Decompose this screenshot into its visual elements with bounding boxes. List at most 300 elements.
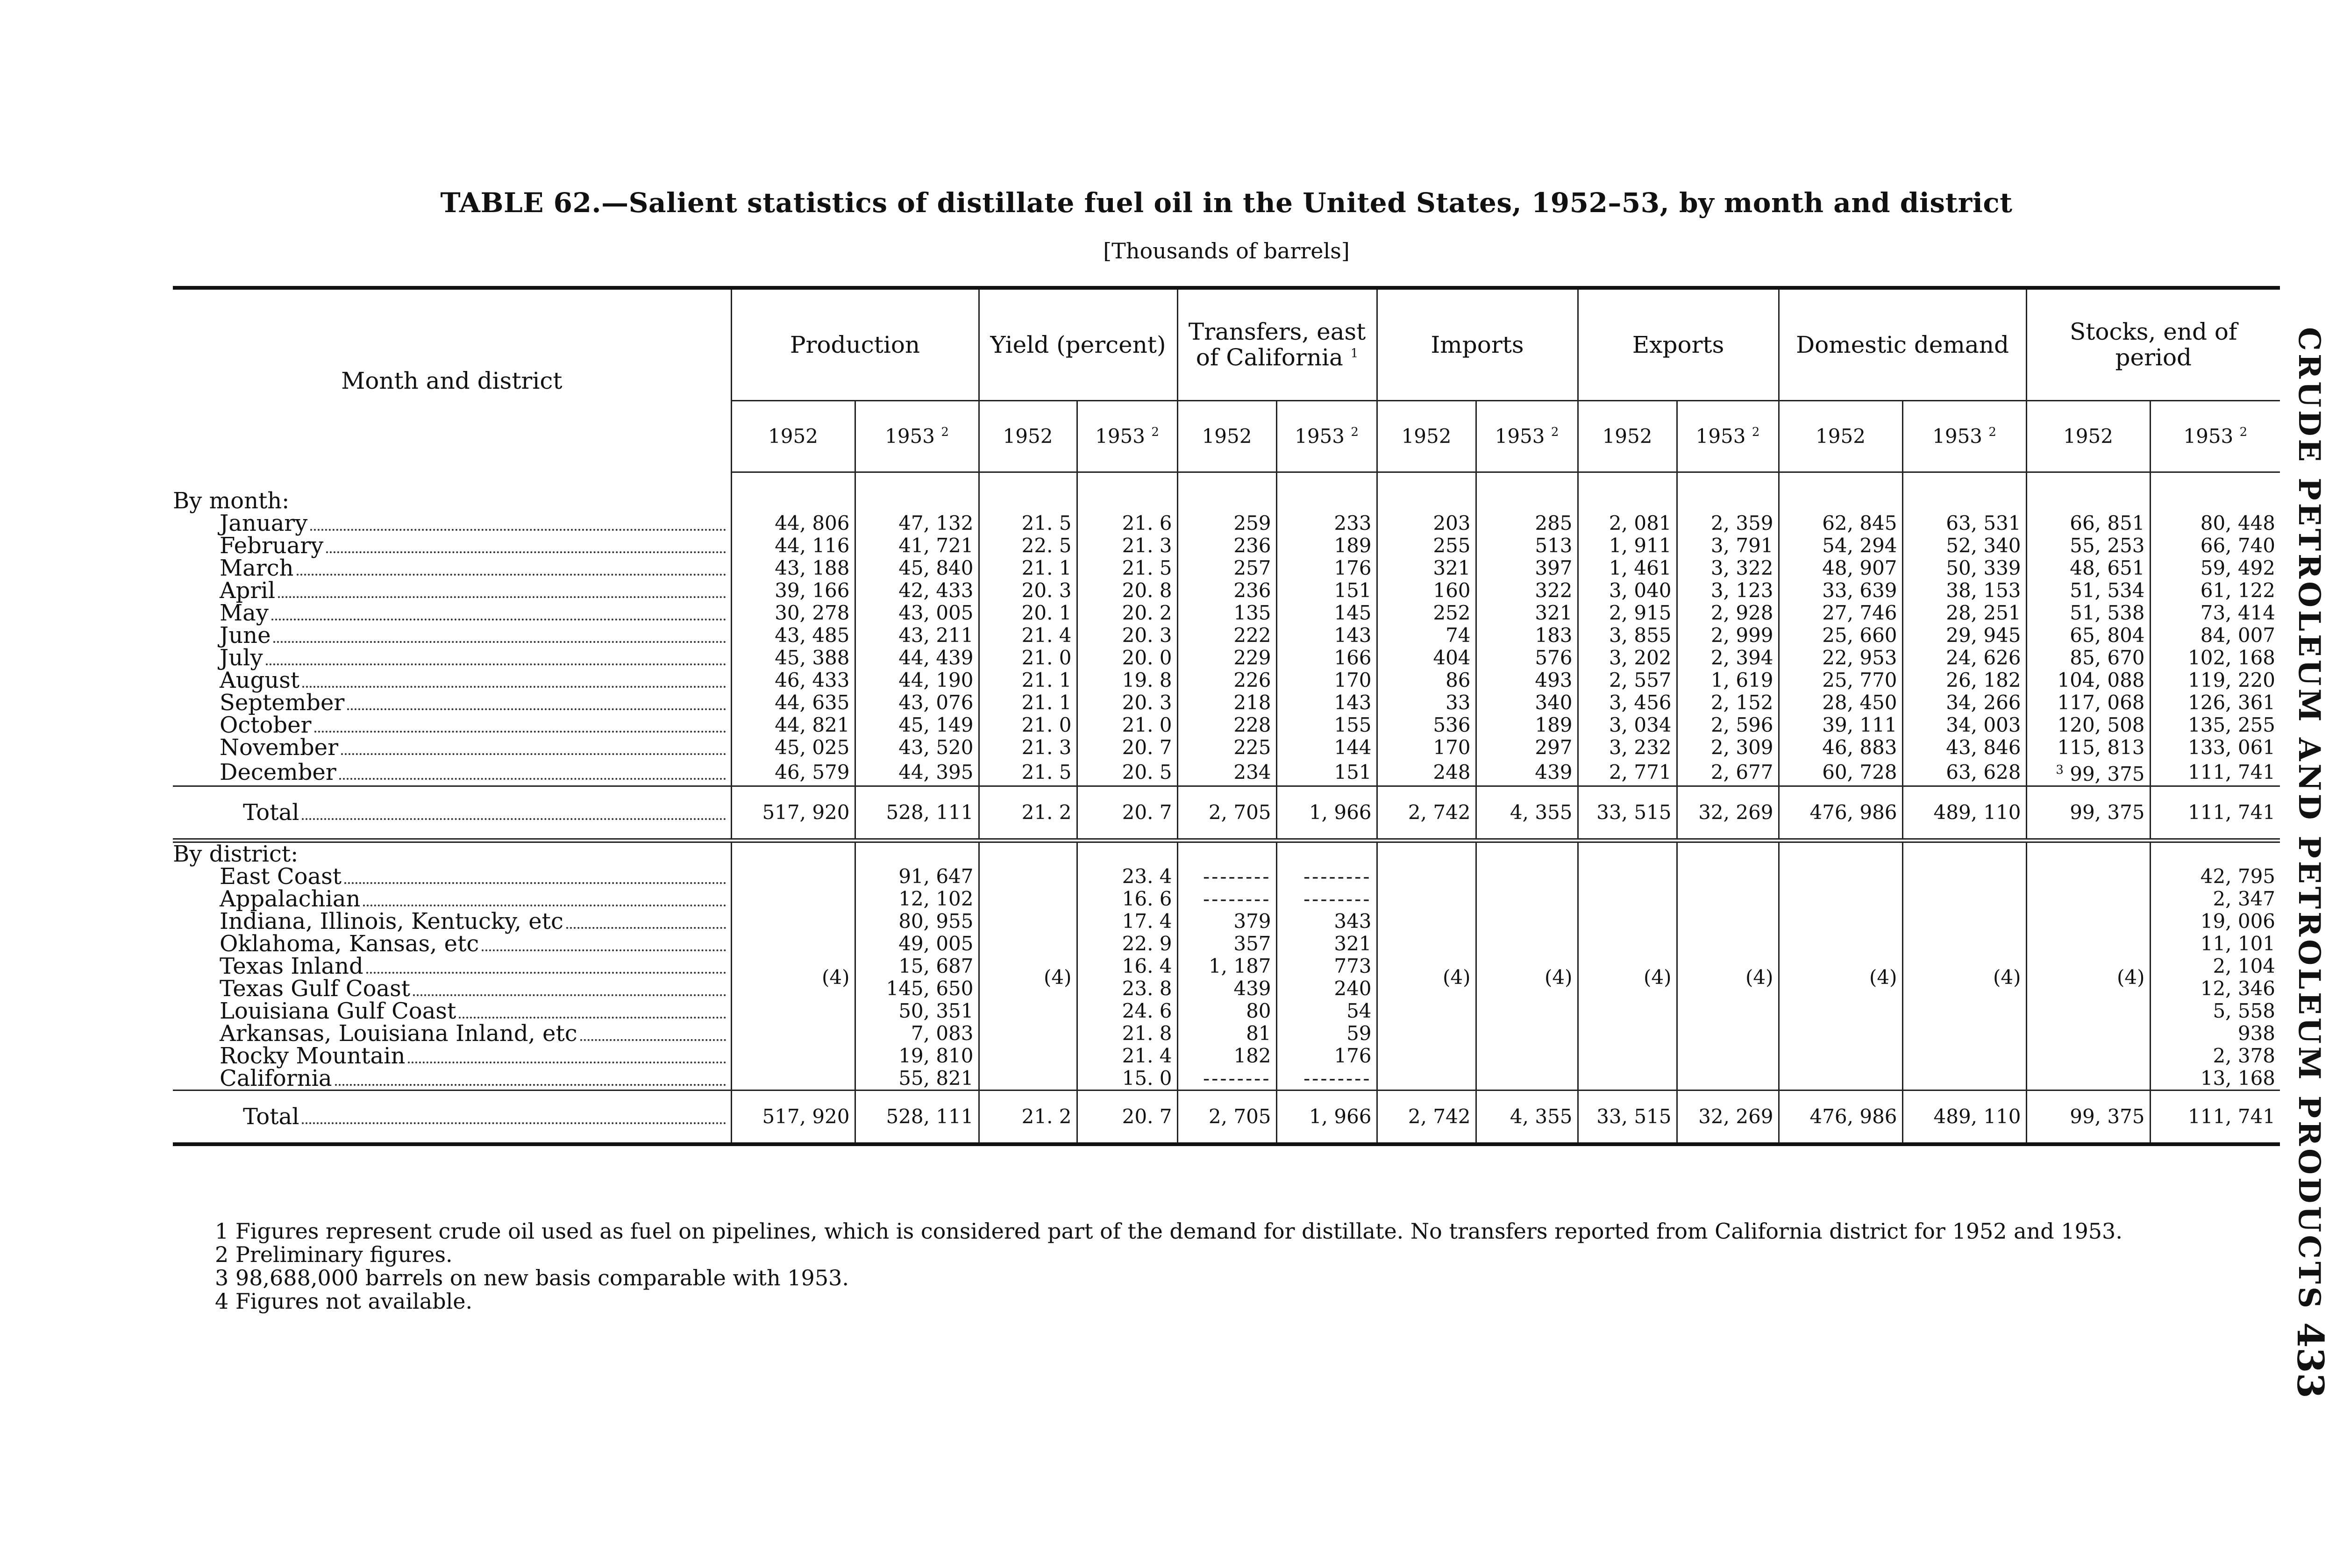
- row-label: June: [220, 622, 271, 649]
- value: 19. 8: [1122, 669, 1172, 691]
- row-label-leader: [220, 624, 726, 647]
- value-cell: [731, 647, 855, 669]
- value-cell: [1578, 759, 1677, 786]
- empty-cell: [1377, 841, 1476, 865]
- value: 176: [1334, 556, 1372, 579]
- value: 145: [1334, 601, 1372, 624]
- value-cell: 21. 4: [1077, 1045, 1177, 1067]
- table-row: [173, 579, 2280, 602]
- spacer-cell: [855, 472, 979, 490]
- dot-leader: [297, 560, 726, 576]
- value-cell: 240: [1276, 977, 1377, 1000]
- not-available-cell: (4): [1677, 865, 1779, 1090]
- statistics-table: [173, 286, 2280, 1146]
- value: 2, 359: [1710, 512, 1773, 535]
- value: 259: [1233, 512, 1271, 535]
- empty-cell: [1902, 841, 2026, 865]
- total-cell: 1, 966: [1276, 786, 1377, 841]
- row-label: Appalachian: [220, 886, 361, 912]
- value: 20. 3: [1122, 624, 1172, 647]
- value: 45, 388: [775, 646, 850, 669]
- value: 86: [1446, 669, 1471, 691]
- year-1952-header: 1952: [1779, 401, 1902, 472]
- value-cell: 19, 006: [2150, 910, 2280, 933]
- year-1952-header: 1952: [1377, 401, 1476, 472]
- row-label: August: [220, 667, 300, 693]
- value: 25, 660: [1822, 624, 1897, 647]
- row-label-leader: [220, 1067, 726, 1090]
- value-cell: [1476, 557, 1578, 579]
- row-label: March: [220, 555, 294, 581]
- empty-cell: [979, 841, 1077, 865]
- total-cell: 20. 7: [1077, 1090, 1177, 1143]
- row-label-leader: [220, 535, 726, 557]
- total-row-districts: [173, 1090, 2280, 1143]
- value-cell: [1779, 647, 1902, 669]
- value-cell: --------: [1276, 865, 1377, 888]
- value-cell: 343: [1276, 910, 1377, 933]
- month-label: [173, 736, 731, 759]
- footnote-4: 4 Figures not available.: [215, 1289, 473, 1314]
- value-cell: [1476, 535, 1578, 557]
- empty-cell: [731, 841, 855, 865]
- table-title: TABLE 62.—Salient statistics of distillate fuel oil in the United States, 1952–53, by month and district: [440, 187, 2013, 219]
- value-cell: [1476, 714, 1578, 736]
- value: 340: [1535, 691, 1573, 714]
- value: 133, 061: [2188, 736, 2276, 759]
- value-cell: [731, 512, 855, 535]
- value-cell: [1677, 535, 1779, 557]
- row-label-leader: [220, 910, 726, 933]
- empty-cell: [979, 490, 1077, 512]
- total-cell: 20. 7: [1077, 786, 1177, 841]
- year-label: 1953: [1695, 424, 1746, 448]
- value: 20. 2: [1122, 601, 1172, 624]
- value-cell: [1077, 557, 1177, 579]
- total-cell: 2, 742: [1377, 786, 1476, 841]
- value: 117, 068: [2057, 691, 2145, 714]
- value: 22. 5: [1021, 534, 1072, 557]
- value: 493: [1535, 669, 1573, 691]
- value-cell: [2150, 512, 2280, 535]
- value-cell: [731, 579, 855, 602]
- value-cell: [1476, 691, 1578, 714]
- empty-cell: [1177, 490, 1276, 512]
- dot-leader: [302, 672, 726, 688]
- total-cell: 4, 355: [1476, 1090, 1578, 1143]
- table-row: [173, 865, 2280, 888]
- value-cell: 2, 378: [2150, 1045, 2280, 1067]
- value-cell: [1377, 624, 1476, 647]
- value: 2, 915: [1609, 601, 1672, 624]
- value-cell: [1779, 691, 1902, 714]
- value: 46, 433: [775, 669, 850, 691]
- not-available-cell: (4): [2026, 865, 2150, 1090]
- spacer-cell: [2150, 472, 2280, 490]
- value-cell: [1177, 691, 1276, 714]
- value: 51, 538: [2070, 601, 2145, 624]
- empty-cell: [1779, 490, 1902, 512]
- value: 151: [1334, 579, 1372, 602]
- value-cell: [855, 624, 979, 647]
- section-row-by-month: [173, 490, 2280, 512]
- value: 3, 232: [1609, 736, 1672, 759]
- spacer-cell: [1077, 472, 1177, 490]
- dot-leader: [413, 980, 726, 996]
- stub-header: Month and district: [341, 367, 563, 394]
- table-row: [173, 624, 2280, 647]
- spacer-cell: [1902, 472, 2026, 490]
- total-cell: 33, 515: [1578, 1090, 1677, 1143]
- empty-cell: [1578, 490, 1677, 512]
- row-label: October: [220, 712, 312, 738]
- value: 297: [1535, 736, 1573, 759]
- district-label: [173, 977, 731, 1000]
- value-cell: [1902, 714, 2026, 736]
- empty-cell: [1377, 490, 1476, 512]
- value: 66, 740: [2200, 534, 2276, 557]
- value: 47, 132: [898, 512, 974, 535]
- value: 62, 845: [1822, 512, 1897, 535]
- district-label: [173, 1045, 731, 1067]
- value-cell: 59: [1276, 1022, 1377, 1045]
- dot-leader: [273, 627, 726, 643]
- value-cell: 11, 101: [2150, 933, 2280, 955]
- dot-leader: [314, 717, 726, 733]
- table-row: [173, 669, 2280, 691]
- value: 22, 953: [1822, 646, 1897, 669]
- total-cell: 2, 705: [1177, 786, 1276, 841]
- value: 20. 1: [1021, 601, 1072, 624]
- empty-cell: [2150, 841, 2280, 865]
- value-cell: [1476, 624, 1578, 647]
- value-cell: [1578, 535, 1677, 557]
- value-cell: [1276, 714, 1377, 736]
- value: 43, 076: [898, 691, 974, 714]
- value-cell: [1779, 714, 1902, 736]
- not-available-cell: (4): [1377, 865, 1476, 1090]
- value-cell: [979, 512, 1077, 535]
- value: 80, 448: [2200, 512, 2276, 535]
- row-label: November: [220, 734, 339, 761]
- total-cell: 517, 920: [731, 1090, 855, 1143]
- row-label-leader: [220, 512, 726, 535]
- value: 222: [1233, 624, 1271, 647]
- value-cell: 12, 346: [2150, 977, 2280, 1000]
- total-cell: 489, 110: [1902, 1090, 2026, 1143]
- value-cell: [979, 602, 1077, 624]
- value: 21. 5: [1122, 556, 1172, 579]
- value-cell: 145, 650: [855, 977, 979, 1000]
- value-cell: [1677, 512, 1779, 535]
- value: 226: [1233, 669, 1271, 691]
- value: 51, 534: [2070, 579, 2145, 602]
- value-cell: [2026, 579, 2150, 602]
- value: 26, 182: [1946, 669, 2021, 691]
- value-cell: [2026, 535, 2150, 557]
- section-row-by-district: [173, 841, 2280, 865]
- value: 2, 309: [1710, 736, 1773, 759]
- value: 404: [1433, 646, 1471, 669]
- value: 43, 846: [1946, 736, 2021, 759]
- value-cell: [1902, 759, 2026, 786]
- value-cell: [1578, 557, 1677, 579]
- value: 2, 152: [1710, 691, 1773, 714]
- value: 3, 034: [1609, 713, 1672, 736]
- value-cell: [1578, 669, 1677, 691]
- value-cell: [979, 759, 1077, 786]
- table-row: [173, 535, 2280, 557]
- total-cell: 476, 986: [1779, 1090, 1902, 1143]
- value-cell: [1779, 579, 1902, 602]
- row-label: Indiana, Illinois, Kentucky, etc: [220, 908, 563, 934]
- row-label-leader: [220, 1045, 726, 1067]
- value: 20. 3: [1122, 691, 1172, 714]
- value-cell: [1276, 691, 1377, 714]
- value: 576: [1535, 646, 1573, 669]
- value: 21. 5: [1021, 512, 1072, 535]
- empty-cell: [855, 841, 979, 865]
- value-cell: [1177, 647, 1276, 669]
- value-cell: [1677, 602, 1779, 624]
- value-cell: [1077, 602, 1177, 624]
- value-cell: 2, 104: [2150, 955, 2280, 977]
- district-label: [173, 1022, 731, 1045]
- value: 3, 855: [1609, 624, 1672, 647]
- row-label: East Coast: [220, 863, 342, 890]
- table-body: [173, 472, 2280, 1143]
- value: 236: [1233, 534, 1271, 557]
- spacer-cell: [1779, 472, 1902, 490]
- value-cell: [2150, 691, 2280, 714]
- year-1953-header: [2150, 401, 2280, 472]
- footnote-ref-2: 2: [1551, 425, 1559, 439]
- value: 28, 450: [1822, 691, 1897, 714]
- value-cell: [1677, 557, 1779, 579]
- value-cell: [2150, 557, 2280, 579]
- empty-cell: [1677, 841, 1779, 865]
- year-1952-header: 1952: [979, 401, 1077, 472]
- value-cell: [1902, 535, 2026, 557]
- value-cell: [1177, 579, 1276, 602]
- value-cell: [1077, 669, 1177, 691]
- value: 61, 122: [2200, 579, 2276, 602]
- not-available-cell: (4): [731, 865, 855, 1090]
- total-cell: 32, 269: [1677, 786, 1779, 841]
- value-cell: 938: [2150, 1022, 2280, 1045]
- value: 228: [1233, 713, 1271, 736]
- value-cell: [1276, 512, 1377, 535]
- district-label: [173, 865, 731, 888]
- value: 39, 111: [1822, 713, 1897, 736]
- value-cell: [731, 557, 855, 579]
- value: 104, 088: [2057, 669, 2145, 691]
- value-cell: [1779, 557, 1902, 579]
- table-row: [173, 759, 2280, 786]
- value-cell: 24. 6: [1077, 1000, 1177, 1022]
- value-cell: [1779, 535, 1902, 557]
- value: 513: [1535, 534, 1573, 557]
- year-1952-header: 1952: [731, 401, 855, 472]
- dot-leader: [302, 804, 726, 820]
- value-cell: 439: [1177, 977, 1276, 1000]
- value-cell: [2026, 512, 2150, 535]
- value: 48, 907: [1822, 556, 1897, 579]
- value-cell: [1177, 512, 1276, 535]
- not-available-cell: (4): [1779, 865, 1902, 1090]
- value-cell: [1902, 557, 2026, 579]
- value-cell: [1276, 647, 1377, 669]
- footnote-1: 1 Figures represent crude oil used as fuel on pipelines, which is considered part of the demand for distillate. No transfers reported from California district for 1952 and 1953.: [215, 1219, 2122, 1244]
- value: 2, 677: [1710, 760, 1773, 784]
- value-cell: [2026, 557, 2150, 579]
- empty-cell: [1578, 841, 1677, 865]
- value: 44, 806: [775, 512, 850, 535]
- value-cell: [1177, 535, 1276, 557]
- value-cell: [1902, 691, 2026, 714]
- value: 2, 928: [1710, 601, 1773, 624]
- district-label: [173, 1067, 731, 1090]
- value: 1, 461: [1609, 556, 1672, 579]
- value-cell: [1779, 736, 1902, 759]
- empty-cell: [2150, 490, 2280, 512]
- value: 45, 149: [898, 713, 974, 736]
- value-cell: [979, 714, 1077, 736]
- year-label: 1953: [2183, 424, 2234, 448]
- value-cell: [979, 647, 1077, 669]
- value: 155: [1334, 713, 1372, 736]
- footnote-ref-2: 2: [1752, 425, 1760, 439]
- value-cell: 80, 955: [855, 910, 979, 933]
- value: 73, 414: [2200, 601, 2276, 624]
- footnotes: [215, 1219, 2122, 1313]
- spacer-cell: [1377, 472, 1476, 490]
- value-cell: [1902, 512, 2026, 535]
- empty-cell: [2026, 490, 2150, 512]
- row-label-leader: [220, 669, 726, 691]
- not-available-cell: (4): [1902, 865, 2026, 1090]
- value-cell: [1377, 602, 1476, 624]
- value-cell: [1377, 669, 1476, 691]
- total-cell: 32, 269: [1677, 1090, 1779, 1143]
- row-label-leader: [220, 691, 726, 714]
- footnote-ref-1: 1: [1350, 346, 1359, 361]
- empty-cell: [1902, 490, 2026, 512]
- value: 229: [1233, 646, 1271, 669]
- row-label-leader: [220, 888, 726, 910]
- row-label: California: [220, 1065, 332, 1091]
- year-1953-header: [1276, 401, 1377, 472]
- value-cell: [731, 736, 855, 759]
- value: 30, 278: [775, 601, 850, 624]
- total-cell: 99, 375: [2026, 786, 2150, 841]
- value-cell: [1077, 714, 1177, 736]
- section-label: By district:: [173, 841, 731, 865]
- value-cell: [1476, 512, 1578, 535]
- value-cell: [1476, 759, 1578, 786]
- value-cell: [1476, 602, 1578, 624]
- spacer-cell: [173, 472, 731, 490]
- district-label: [173, 933, 731, 955]
- month-label: [173, 624, 731, 647]
- value: 43, 188: [775, 556, 850, 579]
- value: 43, 485: [775, 624, 850, 647]
- header-yield: Yield (percent): [979, 290, 1177, 401]
- row-label: February: [220, 533, 324, 559]
- value: 34, 266: [1946, 691, 2021, 714]
- value-cell: 2, 347: [2150, 888, 2280, 910]
- value: 46, 883: [1822, 736, 1897, 759]
- value-cell: [855, 535, 979, 557]
- value: 21. 0: [1021, 713, 1072, 736]
- spacer-cell: [1476, 472, 1578, 490]
- value-cell: [1276, 759, 1377, 786]
- empty-cell: [731, 490, 855, 512]
- value: 166: [1334, 646, 1372, 669]
- table-row: [173, 691, 2280, 714]
- empty-cell: [1077, 841, 1177, 865]
- value-cell: 50, 351: [855, 1000, 979, 1022]
- dot-leader: [482, 935, 726, 951]
- year-label: 1953: [1095, 424, 1145, 448]
- year-1953-header: [855, 401, 979, 472]
- value: 43, 520: [898, 736, 974, 759]
- year-label: 1953: [1295, 424, 1345, 448]
- year-label: 1953: [1932, 424, 1983, 448]
- value-cell: --------: [1177, 1067, 1276, 1090]
- value-cell: [855, 579, 979, 602]
- month-label: [173, 691, 731, 714]
- value-cell: [1077, 579, 1177, 602]
- value-cell: [1377, 759, 1476, 786]
- value-cell: [2150, 602, 2280, 624]
- value-cell: [2150, 669, 2280, 691]
- value-cell: [1177, 669, 1276, 691]
- value-cell: [1779, 602, 1902, 624]
- value: 44, 821: [775, 713, 850, 736]
- value-cell: [2026, 624, 2150, 647]
- total-cell: 21. 2: [979, 786, 1077, 841]
- value-cell: [1077, 647, 1177, 669]
- row-label: January: [220, 510, 308, 536]
- value-cell: 12, 102: [855, 888, 979, 910]
- value: 135, 255: [2188, 713, 2276, 736]
- value: 183: [1535, 624, 1573, 647]
- empty-cell: [1779, 841, 1902, 865]
- footnote-ref-2: 2: [941, 425, 949, 439]
- value-cell: [855, 736, 979, 759]
- footnote-ref-3: 3: [2056, 763, 2064, 777]
- value-cell: 21. 8: [1077, 1022, 1177, 1045]
- table-subtitle: [Thousands of barrels]: [1103, 238, 1350, 264]
- spacer-cell: [1578, 472, 1677, 490]
- value-cell: [855, 759, 979, 786]
- district-label: [173, 910, 731, 933]
- value: 55, 253: [2070, 534, 2145, 557]
- value-cell: [1578, 624, 1677, 647]
- value: 135: [1233, 601, 1271, 624]
- spacer-cell: [1677, 472, 1779, 490]
- value-cell: [1677, 624, 1779, 647]
- month-label: [173, 579, 731, 602]
- spacer-row: [173, 472, 2280, 490]
- value-cell: --------: [1276, 1067, 1377, 1090]
- value: 248: [1433, 760, 1471, 784]
- value: 27, 746: [1822, 601, 1897, 624]
- empty-cell: [1276, 490, 1377, 512]
- year-1953-header: [1677, 401, 1779, 472]
- year-label: 1953: [1495, 424, 1545, 448]
